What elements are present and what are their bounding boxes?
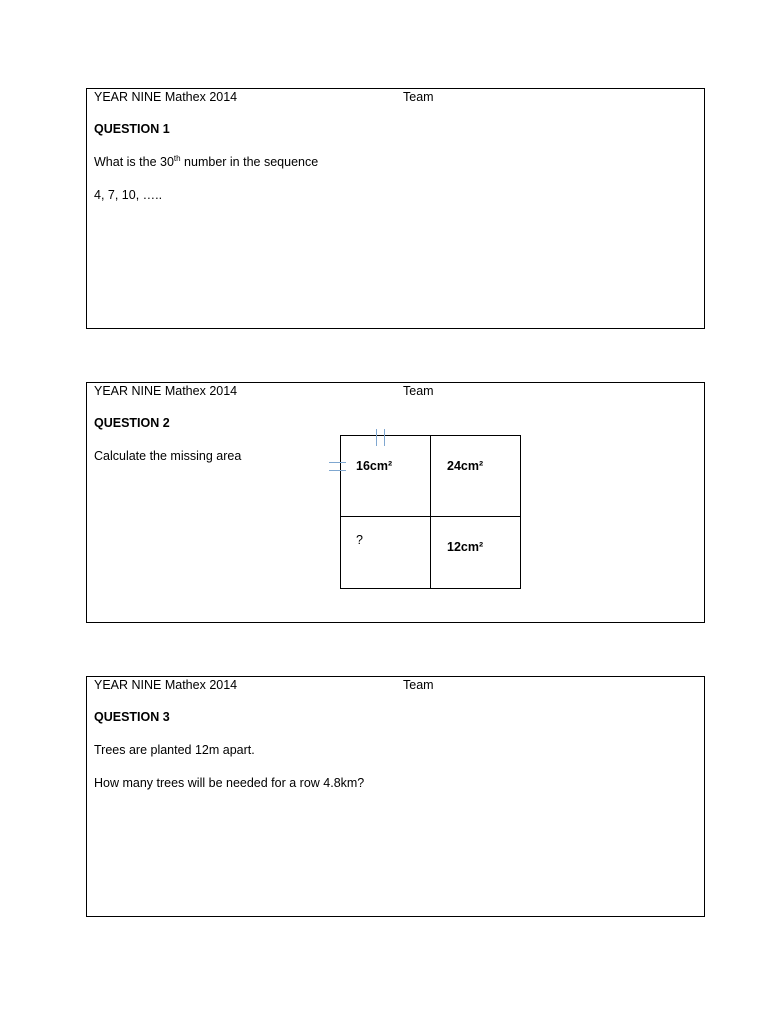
question-text-end: number in the sequence [180, 155, 319, 169]
card-header-title: YEAR NINE Mathex 2014 [94, 90, 238, 104]
card-header-team: Team [403, 384, 434, 398]
question-text-start: What is the 30 [94, 155, 174, 169]
question-card-2 [86, 382, 705, 623]
tick-mark-side-lower [329, 470, 346, 471]
tick-mark-side-upper [329, 462, 346, 463]
question-text-followup: How many trees will be needed for a row 4.8km? [94, 776, 365, 790]
card-header-team: Team [403, 678, 434, 692]
card-header-team: Team [403, 90, 434, 104]
card-header-title: YEAR NINE Mathex 2014 [94, 678, 238, 692]
question-card-3 [86, 676, 705, 917]
sequence-text: 4, 7, 10, ….. [94, 188, 163, 202]
cell-top-right-area: 24cm² [447, 459, 484, 473]
question-text [94, 155, 318, 169]
ordinal-suffix: th [173, 153, 181, 163]
grid-vertical-divider [430, 436, 431, 588]
question-text: Calculate the missing area [94, 449, 242, 463]
cell-bottom-right-area: 12cm² [447, 540, 484, 554]
question-card-1 [86, 88, 705, 329]
area-grid-diagram [340, 435, 521, 589]
cell-bottom-left-area: ? [356, 533, 363, 547]
question-text: Trees are planted 12m apart. [94, 743, 255, 757]
card-header-title: YEAR NINE Mathex 2014 [94, 384, 238, 398]
grid-horizontal-divider [341, 516, 520, 517]
tick-mark-top-left [376, 429, 377, 446]
question-number: QUESTION 3 [94, 710, 170, 724]
question-number: QUESTION 2 [94, 416, 170, 430]
question-number: QUESTION 1 [94, 122, 170, 136]
cell-top-left-area: 16cm² [356, 459, 393, 473]
tick-mark-top-right [384, 429, 385, 446]
